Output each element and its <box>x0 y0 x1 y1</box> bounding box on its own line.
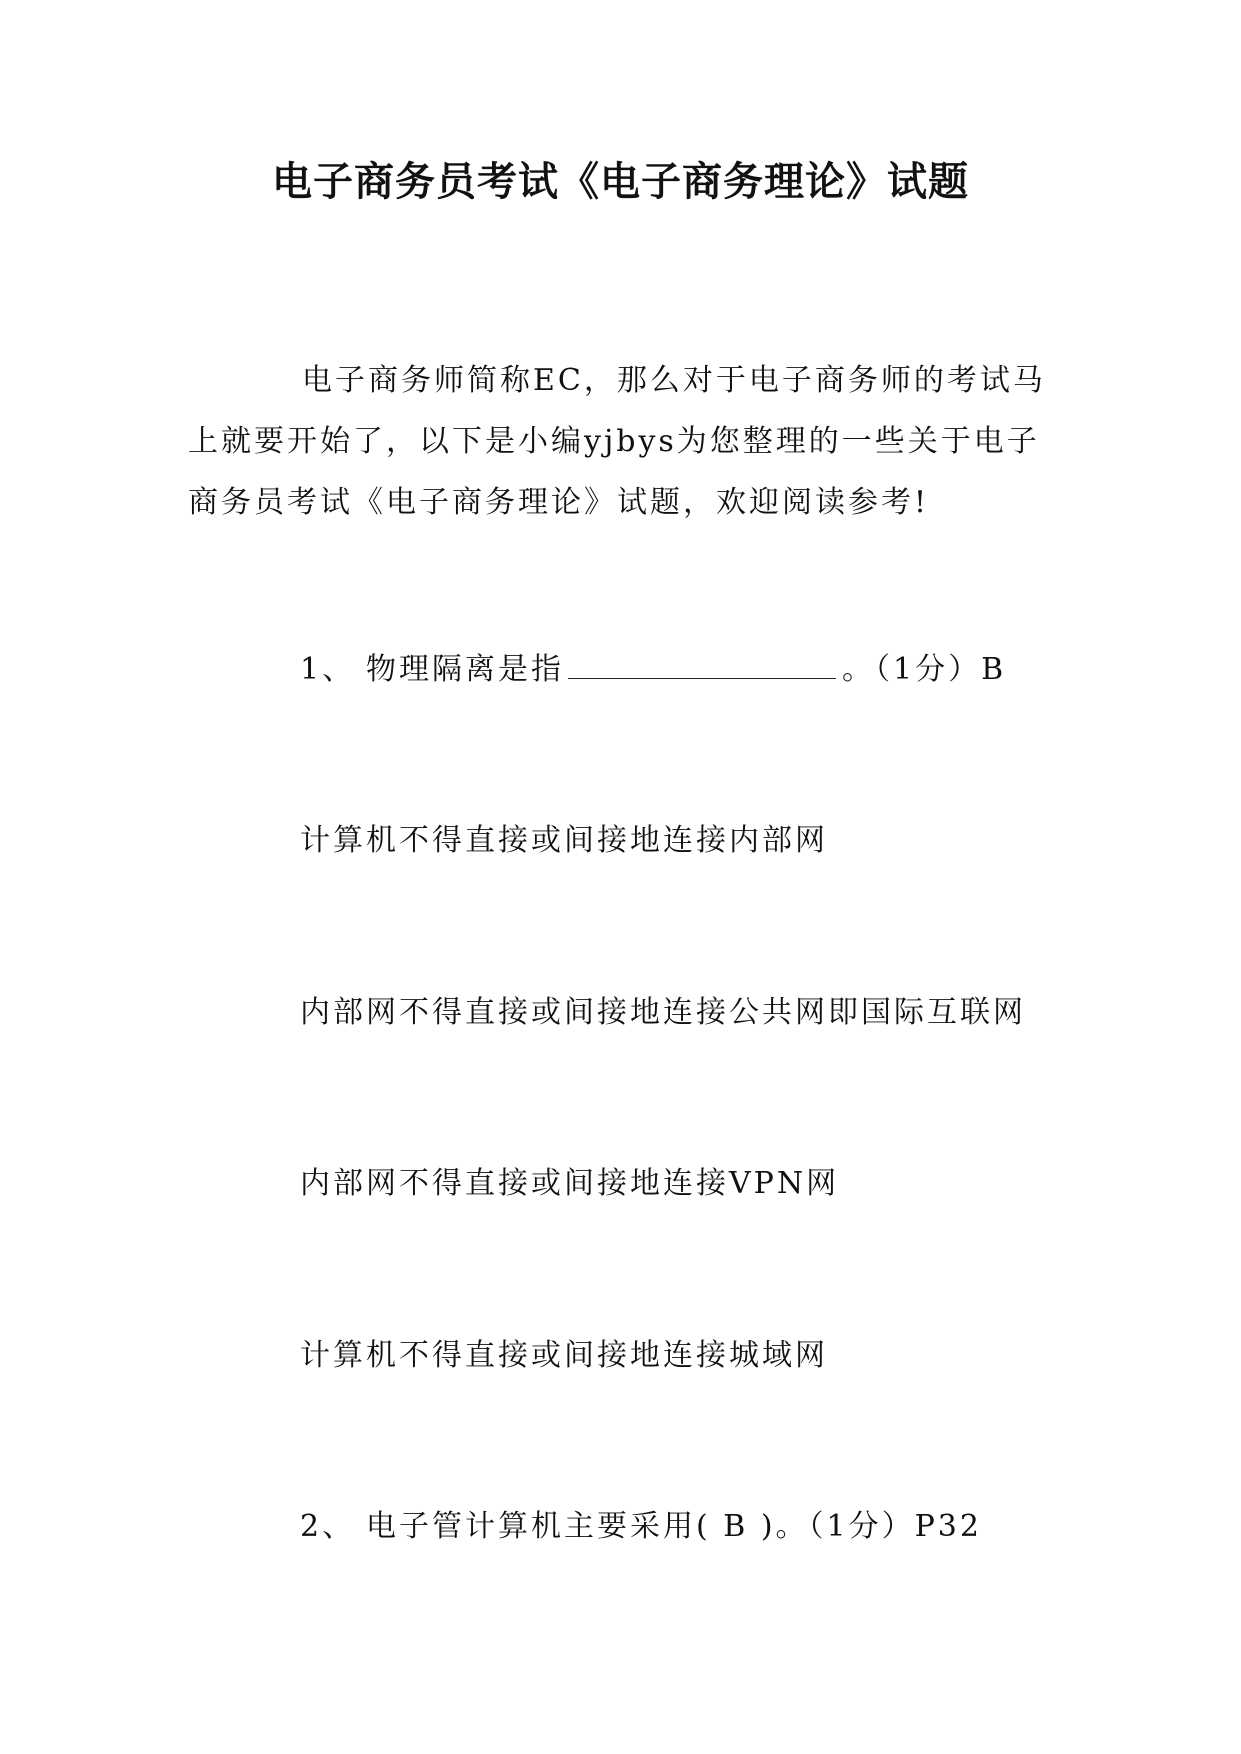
answer-blank <box>568 652 836 679</box>
question-suffix: 。（1分）B <box>842 652 1007 687</box>
question-2 <box>300 1501 982 1545</box>
question-1-option: 计算机不得直接或间接地连接内部网 <box>300 823 828 858</box>
question-number: 1、 <box>300 652 356 687</box>
question-stem: 电子管计算机主要采用( B )。（1分）P32 <box>366 1509 982 1544</box>
question-stem: 物理隔离是指 <box>366 652 564 687</box>
question-1 <box>300 644 1006 688</box>
page-title: 电子商务员考试《电子商务理论》试题 <box>272 158 969 205</box>
question-1-option: 内部网不得直接或间接地连接公共网即国际互联网 <box>300 995 1026 1030</box>
question-1-option: 计算机不得直接或间接地连接城域网 <box>300 1338 828 1373</box>
question-1-option: 内部网不得直接或间接地连接VPN网 <box>300 1166 840 1201</box>
intro-paragraph: 电子商务师简称EC，那么对于电子商务师的考试马上就要开始了，以下是小编yjbys为您整理的一些关于电子商务员考试《电子商务理论》试题，欢迎阅读参考! <box>188 363 1046 520</box>
question-number: 2、 <box>300 1509 356 1544</box>
